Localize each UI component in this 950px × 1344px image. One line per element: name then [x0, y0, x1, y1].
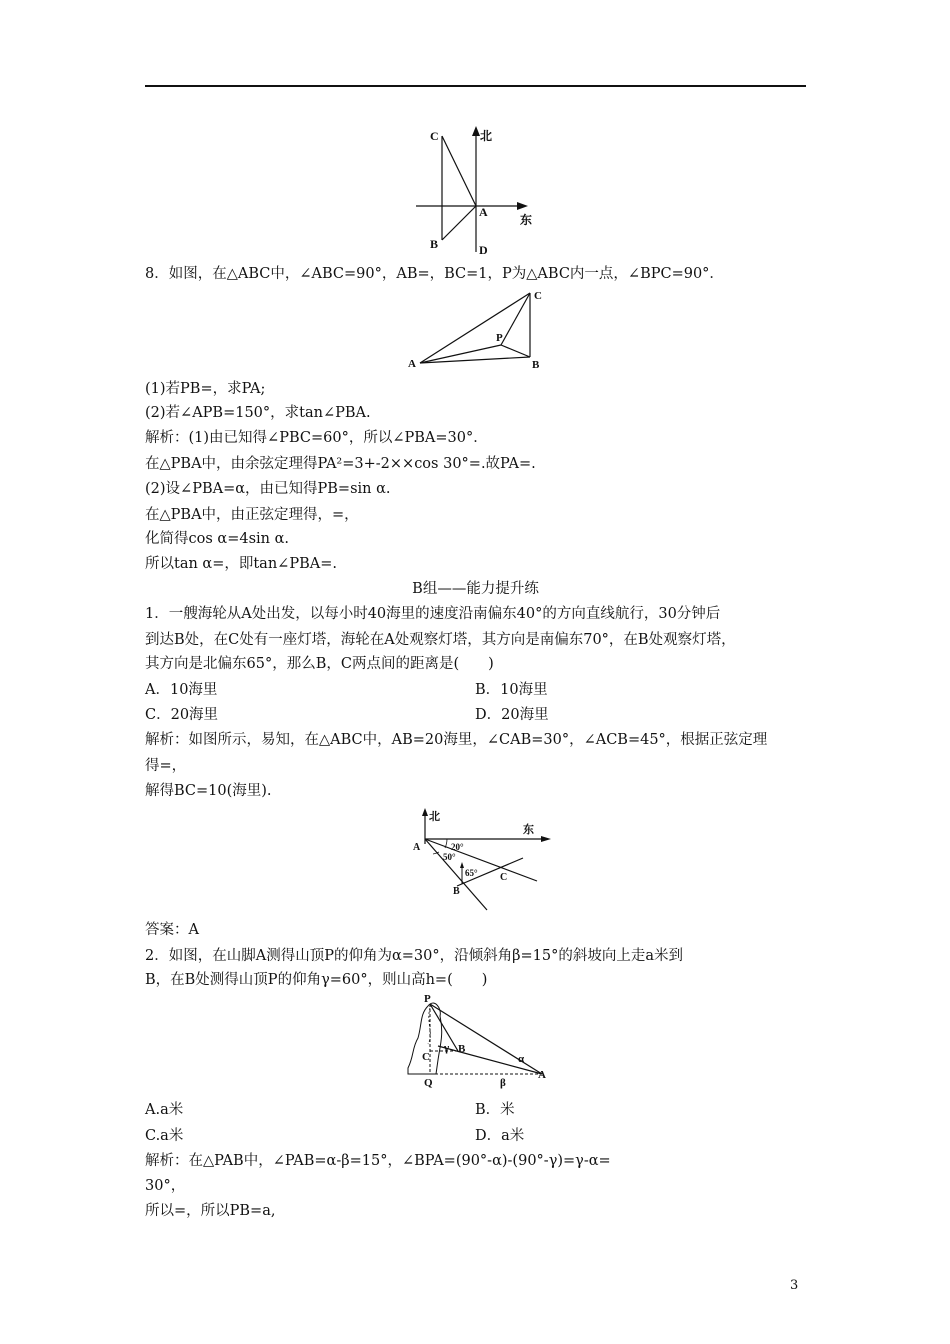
- problem8-sol-2: 在△PBA中，由余弦定理得PA²=3+-2××cos 30°=.故PA=.: [145, 456, 536, 472]
- b1-answer: 答案：A: [145, 922, 199, 938]
- segment-ca: [442, 136, 476, 206]
- problem8-sol-1: 解析：(1)由已知得∠PBC=60°，所以∠PBA=30°．: [145, 430, 488, 446]
- label-b: B: [532, 359, 540, 371]
- b1-line-2: 到达B处，在C处有一座灯塔，海轮在A处观察灯塔，其方向是南偏东70°，在B处观察灯塔，: [145, 632, 736, 648]
- b1-option-c: C．20海里: [145, 707, 219, 723]
- label-d: D: [479, 243, 488, 257]
- b1-option-b: B．10海里: [475, 682, 548, 698]
- label-50deg: 50°: [443, 852, 456, 862]
- label-north: 北: [480, 129, 493, 143]
- b2-option-b: B．米: [475, 1102, 515, 1118]
- label-b: B: [458, 1043, 466, 1055]
- segment-ca: [420, 293, 530, 363]
- label-20deg: 20°: [451, 842, 464, 852]
- label-alpha: α: [518, 1053, 525, 1065]
- b2-sol-2: 30°，: [145, 1178, 186, 1194]
- mountain-outline: [408, 1003, 442, 1074]
- segment-pb: [501, 345, 530, 357]
- segment-pa: [430, 1004, 542, 1074]
- north-arrow-b: [460, 862, 464, 868]
- b2-option-c: C.a米: [145, 1128, 184, 1144]
- problem8-sol-3: (2)设∠PBA=α，由已知得PB=sin α.: [145, 481, 391, 497]
- label-q: Q: [424, 1077, 433, 1089]
- b2-sol-1: 解析：在△PAB中，∠PAB=α-β=15°，∠BPA=(90°-α)-(90°-γ)=γ-α=: [145, 1153, 611, 1169]
- figure-mountain: [400, 994, 560, 1094]
- b1-line-3: 其方向是北偏东65°，那么B，C两点间的距离是( ): [145, 656, 494, 672]
- label-a: A: [479, 205, 488, 219]
- label-p: P: [496, 332, 503, 344]
- problem8-stem: 8．如图，在△ABC中，∠ABC=90°，AB=，BC=1，P为△ABC内一点，∠BPC=90°．: [145, 266, 724, 282]
- label-c: C: [534, 290, 542, 302]
- slope-ab: [438, 1046, 542, 1074]
- label-east: 东: [523, 824, 534, 836]
- east-arrow: [517, 202, 528, 210]
- label-north: 北: [429, 811, 440, 823]
- segment-ab: [420, 357, 530, 363]
- b1-option-d: D．20海里: [475, 707, 549, 723]
- label-a: A: [408, 358, 416, 370]
- label-gamma: γ: [444, 1042, 450, 1054]
- label-65deg: 65°: [465, 868, 478, 878]
- label-beta: β: [500, 1077, 506, 1089]
- problem8-q1: (1)若PB=，求PA;: [145, 381, 266, 397]
- label-c: C: [422, 1051, 430, 1063]
- b2-option-a: A.a米: [145, 1102, 184, 1118]
- b1-sol-2: 得=，: [145, 758, 187, 774]
- section-title: B组——能力提升练: [412, 581, 539, 597]
- label-p: P: [424, 993, 431, 1005]
- segment-pc: [501, 293, 530, 345]
- ray-ac: [425, 839, 537, 881]
- label-east: 东: [520, 213, 533, 227]
- b1-line-1: 1．一艘海轮从A处出发，以每小时40海里的速度沿南偏东40°的方向直线航行，30分钟后: [145, 606, 721, 622]
- b1-option-a: A．10海里: [145, 682, 218, 698]
- b1-sol-1: 解析：如图所示，易知，在△ABC中，AB=20海里，∠CAB=30°，∠ACB=45°，根据正弦定理: [145, 732, 768, 748]
- problem8-sol-4: 在△PBA中，由正弦定理得，=，: [145, 507, 359, 523]
- problem8-sol-5: 化简得cos α=4sin α.: [145, 531, 289, 547]
- b2-line-1: 2．如图，在山脚A测得山顶P的仰角为α=30°，沿倾斜角β=15°的斜坡向上走a米到: [145, 948, 683, 964]
- page-number: 3: [790, 1278, 799, 1293]
- problem8-q2: (2)若∠APB=150°，求tan∠PBA.: [145, 405, 371, 421]
- b2-line-2: B，在B处测得山顶P的仰角γ=60°，则山高h=( ): [145, 972, 488, 988]
- east-arrow: [541, 836, 551, 842]
- figure-compass-abcd: [400, 120, 550, 260]
- figure-navigation: [405, 806, 555, 916]
- problem8-sol-6: 所以tan α=，即tan∠PBA=.: [145, 556, 337, 572]
- label-b: B: [430, 237, 439, 251]
- label-c: C: [500, 872, 508, 883]
- segment-ba: [442, 206, 476, 240]
- figure-triangle-abcp: [400, 285, 560, 375]
- label-c: C: [430, 129, 439, 143]
- north-arrow: [422, 808, 428, 816]
- b1-sol-3: 解得BC=10(海里).: [145, 783, 272, 799]
- north-arrow: [472, 126, 480, 136]
- b2-sol-3: 所以=，所以PB=a,: [145, 1203, 276, 1219]
- header-rule: [145, 85, 806, 87]
- label-a: A: [413, 842, 421, 853]
- b2-option-d: D．a米: [475, 1128, 525, 1144]
- label-b: B: [453, 886, 460, 897]
- label-a: A: [538, 1069, 546, 1081]
